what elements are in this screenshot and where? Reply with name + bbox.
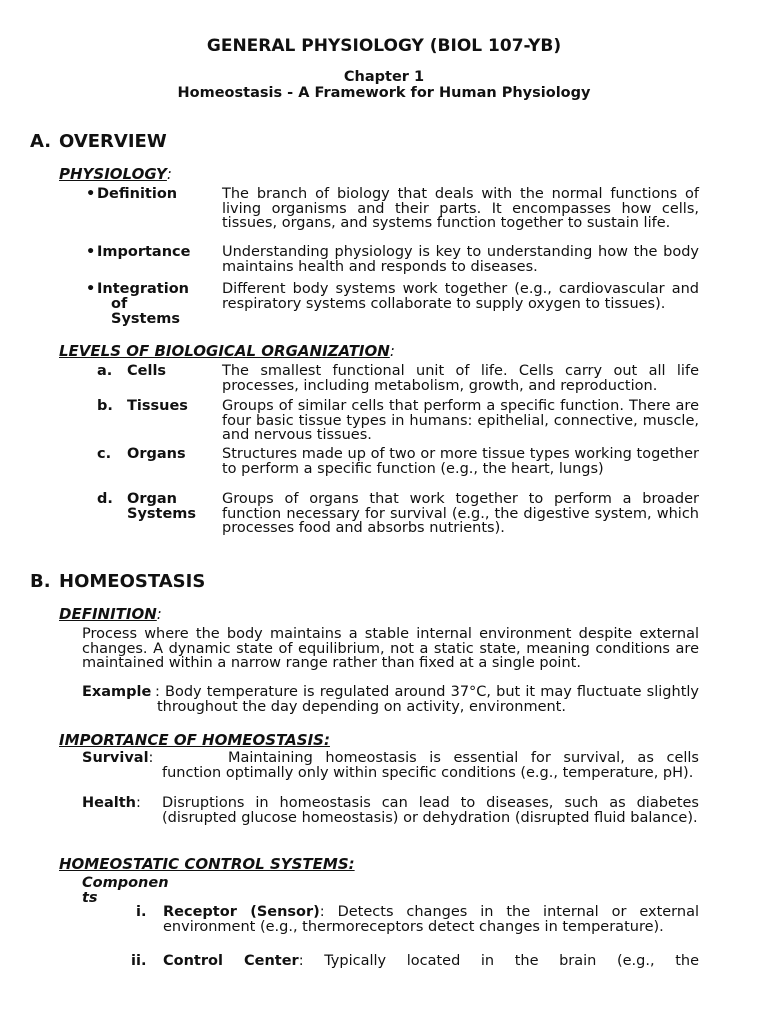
definition-term: • Definition — [86, 186, 178, 202]
receptor-text: : Detects changes in the internal or external environment (e.g., thermoreceptors detect changes in temperature). — [163, 904, 699, 935]
physiology-heading-text: PHYSIOLOGY — [59, 165, 167, 183]
section-a-letter: A. — [30, 131, 52, 152]
example-label: Example — [82, 684, 152, 700]
importance-heading: IMPORTANCE OF HOMEOSTASIS: — [59, 731, 330, 749]
control-center-item — [163, 954, 699, 969]
level-organs-term: Organs — [127, 446, 186, 462]
bullet-icon: • — [86, 244, 96, 260]
receptor-marker: i. — [136, 904, 147, 920]
section-b-letter: B. — [30, 571, 51, 592]
survival-label: Survival: — [82, 750, 154, 766]
definition-heading-text: DEFINITION — [59, 605, 157, 623]
level-tissues-desc: Groups of similar cells that perform a specific function. There are four basic tissue types in humans: epithelial, connective, muscle, and nervous tissues. — [222, 398, 699, 443]
bullet-icon: • — [86, 281, 96, 297]
section-a-heading — [30, 131, 167, 152]
control-center-term: Control Center — [163, 953, 299, 969]
level-tissues-marker: b. — [97, 398, 113, 414]
receptor-item — [163, 905, 699, 934]
definition-desc: The branch of biology that deals with the normal functions of living organisms and their parts. It encompasses how cells, tissues, organs, and systems function together to sustain life. — [222, 186, 699, 231]
section-a-title: OVERVIEW — [59, 131, 167, 152]
levels-heading-colon: : — [389, 342, 395, 360]
course-title: GENERAL PHYSIOLOGY (BIOL 107-YB) — [206, 36, 562, 56]
section-b-title: HOMEOSTASIS — [59, 571, 206, 592]
components-label: Componen ts — [82, 875, 169, 906]
physiology-heading — [59, 165, 172, 183]
bullet-icon: • — [86, 186, 96, 202]
level-systems-desc: Groups of organs that work together to perform a broader function necessary for survival (e.g., the digestive system, which processes food and absorbs nutrients). — [222, 491, 699, 536]
level-organs-desc: Structures made up of two or more tissue types working together to perform a specific function (e.g., the heart, lungs) — [222, 446, 699, 477]
importance-term: • Importance — [86, 244, 191, 260]
section-b-heading — [30, 571, 205, 592]
level-cells-marker: a. — [97, 363, 113, 379]
definition-heading-colon: : — [156, 605, 162, 623]
control-center-text: : Typically located in the brain (e.g., the — [298, 953, 699, 969]
example-text: : Body temperature is regulated around 37°C, but it may fluctuate slightly throughout the day depending on activity, environment. — [155, 684, 699, 715]
integration-desc: Different body systems work together (e.g., cardiovascular and respiratory systems collaborate to supply oxygen to tissues). — [222, 281, 699, 312]
homeostasis-definition-text: Process where the body maintains a stable internal environment despite external changes. A dynamic state of equilibrium, not a static state, meaning conditions are maintained within a narrow range rather than fixed at a single point. — [82, 626, 699, 671]
level-organs-marker: c. — [97, 446, 112, 462]
chapter-title: Homeostasis - A Framework for Human Physiology — [177, 85, 591, 101]
level-tissues-term: Tissues — [127, 398, 188, 414]
chapter-number: Chapter 1 — [343, 69, 425, 85]
level-systems-marker: d. — [97, 491, 113, 507]
physiology-heading-colon: : — [166, 165, 172, 183]
health-text: Disruptions in homeostasis can lead to diseases, such as diabetes (disrupted glucose homeostasis) or dehydration (disrupted fluid balance). — [162, 795, 699, 826]
health-label: Health: — [82, 795, 141, 811]
level-cells-term: Cells — [127, 363, 167, 379]
control-center-marker: ii. — [131, 953, 147, 969]
survival-text: Maintaining homeostasis is essential for survival, as cells function optimally only within specific conditions (e.g., temperature, pH). — [162, 750, 699, 781]
definition-heading — [59, 605, 162, 623]
receptor-term: Receptor (Sensor) — [163, 904, 320, 920]
levels-heading-text: LEVELS OF BIOLOGICAL ORGANIZATION — [59, 342, 390, 360]
level-systems-term: Organ Systems — [127, 491, 197, 522]
importance-desc: Understanding physiology is key to understanding how the body maintains health and responds to diseases. — [222, 244, 699, 275]
control-systems-heading: HOMEOSTATIC CONTROL SYSTEMS: — [59, 855, 355, 873]
level-cells-desc: The smallest functional unit of life. Cells carry out all life processes, including metabolism, growth, and reproduction. — [222, 363, 699, 394]
integration-term: • Integration of Systems — [86, 281, 189, 327]
levels-heading — [59, 342, 395, 360]
